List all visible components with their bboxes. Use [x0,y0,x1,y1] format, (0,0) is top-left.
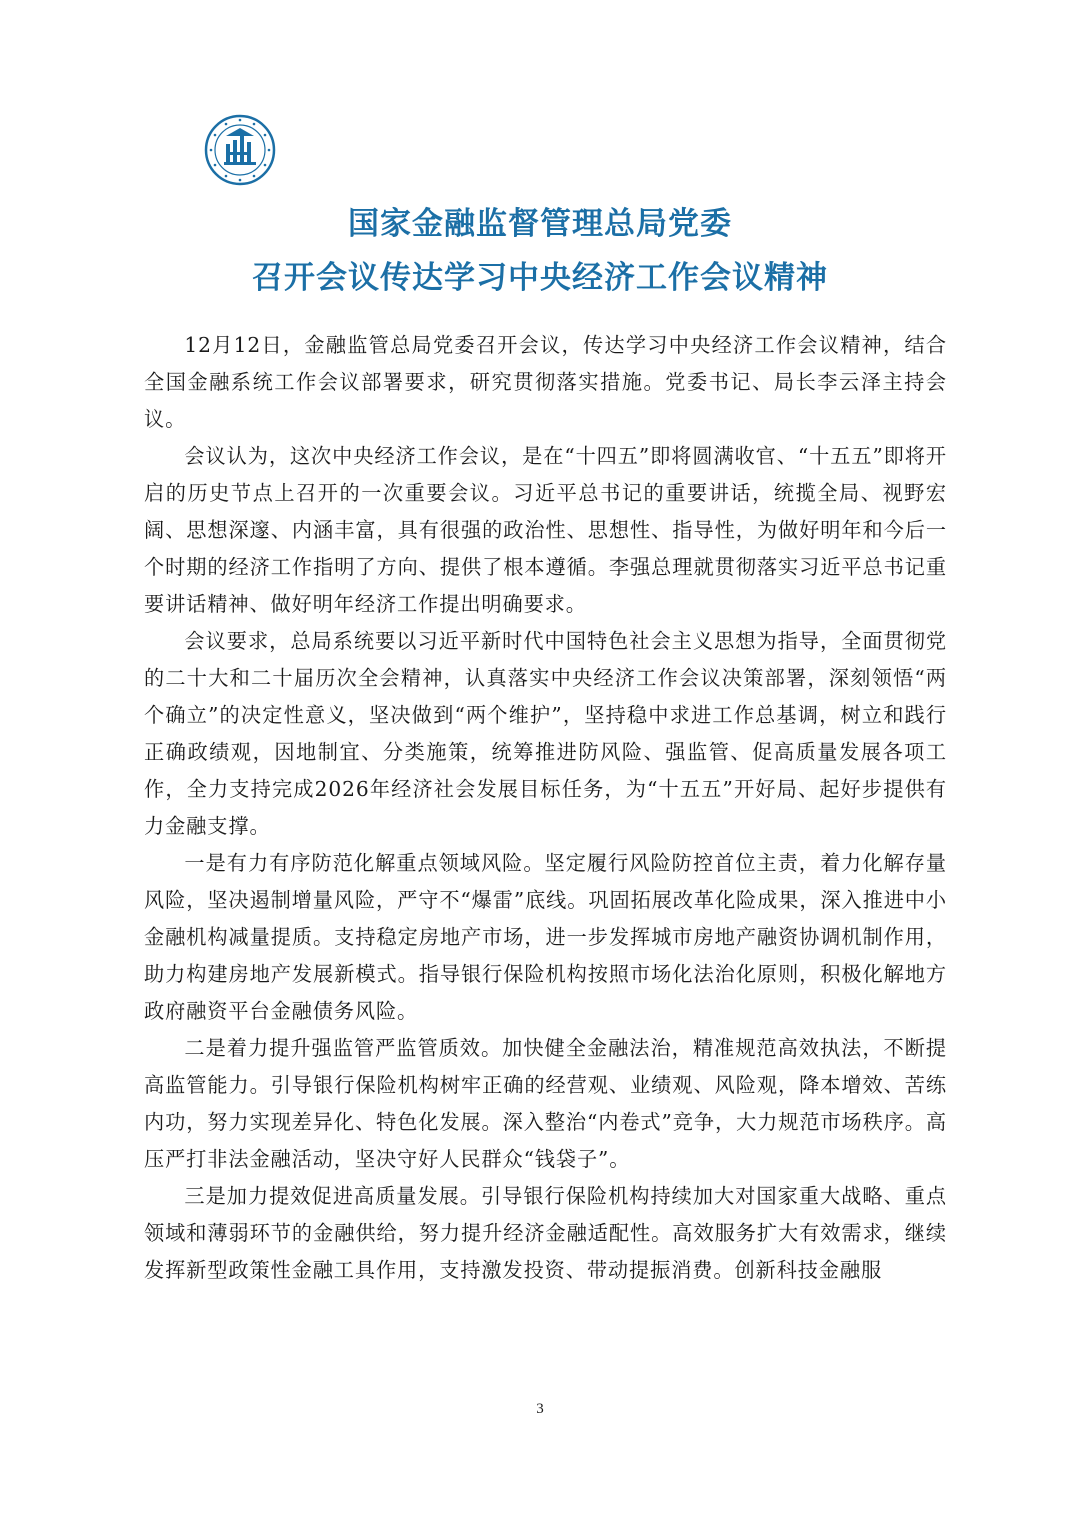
paragraph-intro: 12月12日，金融监管总局党委召开会议，传达学习中央经济工作会议精神，结合全国金融系统工作会议部署要求，研究贯彻落实措施。党委书记、局长李云泽主持会议。 [144,333,947,431]
paragraph-meeting-requirements: 会议要求，总局系统要以习近平新时代中国特色社会主义思想为指导，全面贯彻党的二十大和二十届历次全会精神，认真落实中央经济工作会议决策部署，深刻领悟“两个确立”的决定性意义，坚决做到“两个维护”，坚持稳中求进工作总基调，树立和践行正确政绩观，因地制宜、分类施策，统筹推进防风险、强监管、促高质量发展各项工作，全力支持完成2026年经济社会发展目标任务，为“十五五”开好局、起好步提供有力金融支撑。 [144,629,947,838]
page-number: 3 [536,1401,544,1417]
document-title-line-1: 国家金融监督管理总局党委 [348,206,732,242]
document-title-line-2: 召开会议传达学习中央经济工作会议精神 [252,260,828,296]
bank-building-seal-icon [204,114,276,186]
logo [204,114,276,186]
paragraph-point-three: 三是加力提效促进高质量发展。引导银行保险机构持续加大对国家重大战略、重点领域和薄弱环节的金融供给，努力提升经济金融适配性。高效服务扩大有效需求，继续发挥新型政策性金融工具作用，支持激发投资、带动提振消费。创新科技金融服 [144,1184,947,1282]
article-body [144,327,947,1289]
paragraph-point-two: 二是着力提升强监管严监管质效。加快健全金融法治，精准规范高效执法，不断提高监管能力。引导银行保险机构树牢正确的经营观、业绩观、风险观，降本增效、苦练内功，努力实现差异化、特色化发展。深入整治“内卷式”竞争，大力规范市场秩序。高压严打非法金融活动，坚决守好人民群众“钱袋子”。 [144,1036,947,1171]
paragraph-meeting-view: 会议认为，这次中央经济工作会议，是在“十四五”即将圆满收官、“十五五”即将开启的历史节点上召开的一次重要会议。习近平总书记的重要讲话，统揽全局、视野宏阔、思想深邃、内涵丰富，具有很强的政治性、思想性、指导性，为做好明年和今后一个时期的经济工作指明了方向、提供了根本遵循。李强总理就贯彻落实习近平总书记重要讲话精神、做好明年经济工作提出明确要求。 [144,444,947,616]
paragraph-point-one: 一是有力有序防范化解重点领域风险。坚定履行风险防控首位主责，着力化解存量风险，坚决遏制增量风险，严守不“爆雷”底线。巩固拓展改革化险成果，深入推进中小金融机构减量提质。支持稳定房地产市场，进一步发挥城市房地产融资协调机制作用，助力构建房地产发展新模式。指导银行保险机构按照市场化法治化原则，积极化解地方政府融资平台金融债务风险。 [144,851,947,1023]
